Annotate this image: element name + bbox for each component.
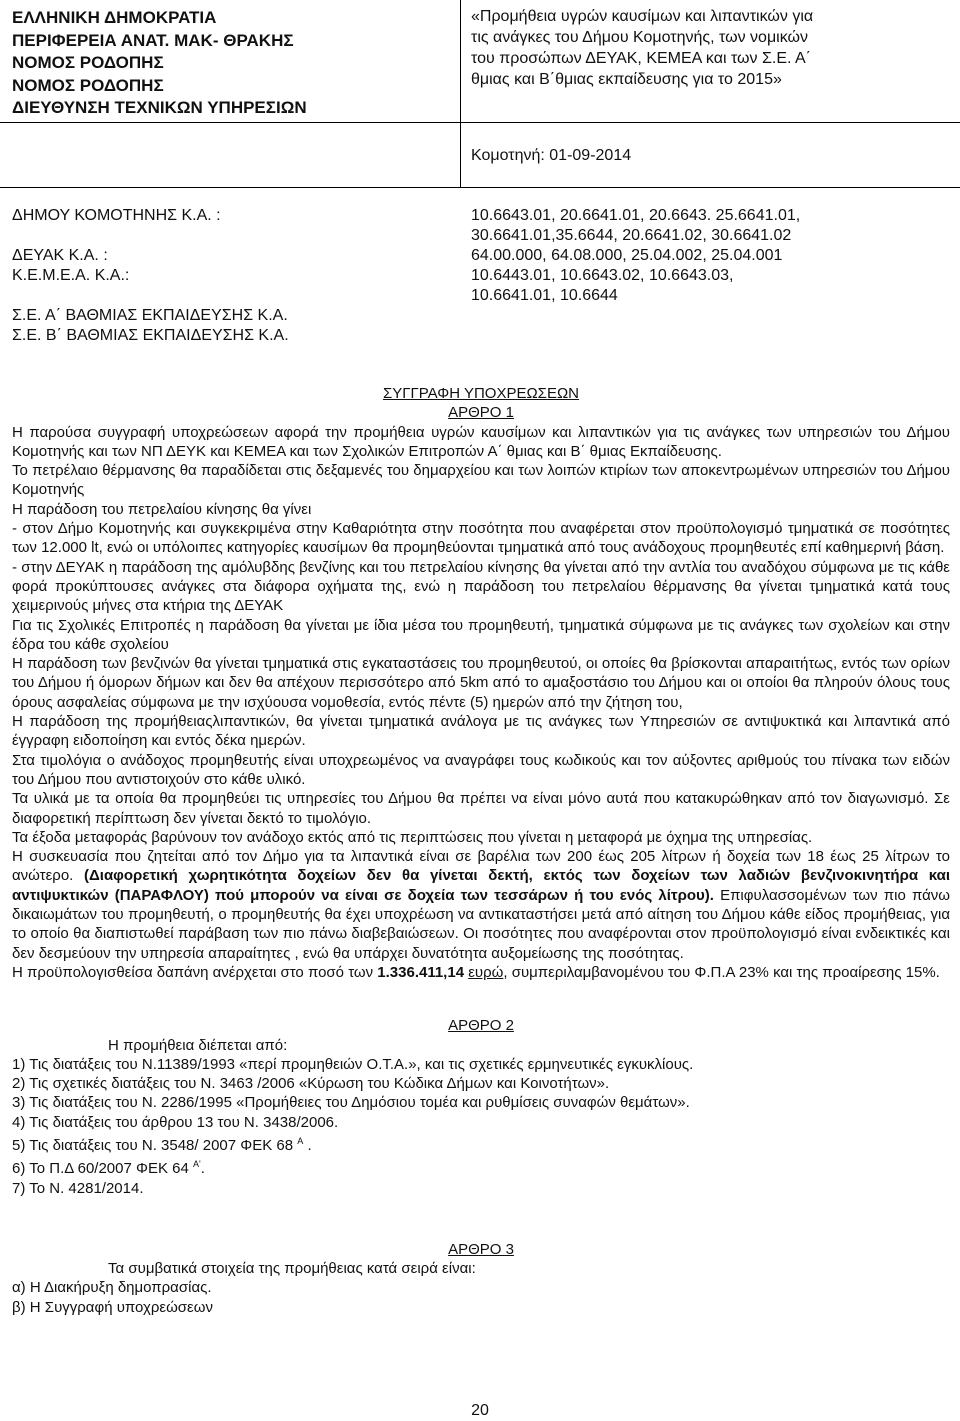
list-item-tail: . — [303, 1136, 312, 1154]
title-line: «Προμήθεια υγρών καυσίμων και λιπαντικών για — [471, 8, 814, 25]
document-heading: ΣΥΓΓΡΑΦΗ ΥΠΟΧΡΕΩΣΕΩΝ — [382, 385, 580, 402]
budget-text-rest: , συμπεριλαμβανομένου του Φ.Π.Α 23% και της προαίρεσης 15%. — [503, 963, 940, 981]
document-date: Κομοτηνή: 01-09-2014 — [471, 147, 632, 164]
article-1-paragraph: - στην ΔΕΥΑΚ η παράδοση της αμόλυβδης βενζίνης και του πετρελαίου κίνησης θα γίνεται από την αντλία του αναδόχου σύμφωνα με τις κάθε φορά προκύπτουσες ανάγκες στα διάφορα οχήματα της, ενώ η παράδοση του πετρελαίου θέρμανσης θα γίνεται τμηματικά κατά τους χειμερινούς μήνες στα κτήρια της ΔΕΥΑΚ — [12, 558, 950, 615]
budget-amount: 1.336.411,14 — [377, 963, 465, 981]
budget-currency: ευρώ — [468, 963, 504, 981]
header-divider-horizontal — [0, 122, 960, 123]
code-label: ΔΗΜΟΥ ΚΟΜΟΤΗΝΗΣ Κ.Α. : — [12, 207, 221, 224]
list-item — [12, 1155, 950, 1178]
list-item — [12, 1132, 950, 1155]
packaging-text: Η συσκευασία που ζητείται από τον Δήμο για τα λιπαντικά είναι σε βαρέλια των 200 έως 205 λίτρων ή δοχεία των 18 έως 25 λίτρων το ανώτερο. — [12, 848, 950, 885]
list-item: α) Η Διακήρυξη δημοπρασίας. — [12, 1279, 212, 1297]
list-item: 3) Τις διατάξεις του Ν. 2286/1995 «Προμήθειες του Δημόσιου τομέα και ρυθμίσεις συναφών θεμάτων». — [12, 1094, 690, 1112]
authority-line: ΝΟΜΟΣ ΡΟΔΟΠΗΣ — [12, 53, 164, 72]
superscript: Α — [297, 1135, 304, 1146]
authority-line: ΕΛΛΗΝΙΚΗ ΔΗΜΟΚΡΑΤΙΑ — [12, 8, 217, 27]
title-line: του προσώπων ΔΕΥΑΚ, ΚΕΜΕΑ και των Σ.Ε. Α΄ — [471, 50, 811, 67]
list-item-text: 6) Το Π.Δ 60/2007 ΦΕΚ 64 — [12, 1160, 189, 1178]
article-1-paragraph: Το πετρέλαιο θέρμανσης θα παραδίδεται στις δεξαμενές του δημαρχείου και των λοιπών κτιρίων των αποκεντρωμένων υπηρεσιών του Δήμου Κομοτηνής — [12, 462, 950, 499]
code-label: Σ.Ε. Α΄ ΒΑΘΜΙΑΣ ΕΚΠΑΙΔΕΥΣΗΣ Κ.Α. — [12, 307, 288, 324]
article-1-paragraph: - στον Δήμο Κομοτηνής και συγκεκριμένα στην Καθαριότητα στην ποσότητα που αναφέρεται στον προϋπολογισμό τμηματικά σε ποσότητες των 12.000 lt, ενώ οι υπόλοιπες κατηγορίες καυσίμων θα προμηθεύονται τμηματικά από τους ανάδοχους προμηθευτές επί καθημερινή βάση. — [12, 520, 950, 557]
list-item-text: 5) Τις διατάξεις του Ν. 3548/ 2007 ΦΕΚ 68 — [12, 1136, 294, 1154]
article-1-paragraph: Η παράδοση του πετρελαίου κίνησης θα γίνει — [12, 500, 312, 518]
code-row-kemea — [12, 266, 952, 306]
header-bottom-border — [0, 187, 960, 188]
article-1-title: ΑΡΘΡΟ 1 — [448, 404, 514, 422]
article-1-paragraph: Για τις Σχολικές Επιτροπές η παράδοση θα γίνεται με ίδια μέσα του προμηθευτή, τμηματικά σύμφωνα με τις ανάγκες των σχολείων και στην έδρα του κάθε σχολείου — [12, 616, 950, 653]
list-item-tail: . — [200, 1160, 205, 1178]
code-label: ΔΕΥΑΚ Κ.Α. : — [12, 247, 108, 264]
list-item: 2) Τις σχετικές διατάξεις του Ν. 3463 /2006 «Κύρωση του Κώδικα Δήμων και Κοινοτήτων». — [12, 1075, 610, 1093]
authority-line: ΝΟΜΟΣ ΡΟΔΟΠΗΣ — [12, 75, 164, 95]
code-value: 10.6643.01, 20.6641.01, 20.6643. 25.6641.01, — [471, 207, 801, 224]
authority-line: ΔΙΕΥΘΥΝΣΗ ΤΕΧΝΙΚΩΝ ΥΠΗΡΕΣΙΩΝ — [12, 98, 307, 117]
code-label: Σ.Ε. Β΄ ΒΑΘΜΙΑΣ ΕΚΠΑΙΔΕΥΣΗΣ Κ.Α. — [12, 327, 289, 344]
issuing-authority — [12, 7, 452, 120]
document-body — [12, 384, 950, 1317]
article-2-title: ΑΡΘΡΟ 2 — [448, 1017, 514, 1035]
title-line: τις ανάγκες του Δήμου Κομοτηνής, των νομικών — [471, 29, 809, 46]
title-line: θμιας και Β΄θμιας εκπαίδευσης για το 2015» — [471, 71, 782, 88]
article-3-intro: Τα συμβατικά στοιχεία της προμήθειας κατά σειρά είναι: — [108, 1260, 476, 1278]
article-3-title: ΑΡΘΡΟ 3 — [448, 1240, 514, 1258]
procurement-title — [471, 6, 951, 90]
code-value: 10.6641.01, 10.6644 — [471, 287, 618, 304]
article-2-intro: Η προμήθεια διέπεται από: — [108, 1036, 288, 1054]
budget-paragraph — [12, 963, 950, 982]
article-1-paragraph: Τα υλικά με τα οποία θα προμηθεύει τις υπηρεσίες του Δήμου θα πρέπει να είναι μόνο αυτά που κατακυρώθηκαν από τον διαγωνισμό. Σε διαφορετική περίπτωση δεν γίνεται δεκτό το τιμολόγιο. — [12, 790, 950, 827]
header-divider-vertical — [460, 0, 461, 188]
packaging-paragraph — [12, 847, 950, 963]
code-label: Κ.Ε.Μ.Ε.Α. Κ.Α.: — [12, 267, 130, 284]
code-row-dimos — [12, 206, 952, 246]
budget-codes — [12, 206, 952, 346]
article-1-paragraph: Τα έξοδα μεταφοράς βαρύνουν τον ανάδοχο εκτός από τις περιπτώσεις που γίνεται η μεταφορά με όχημα της υπηρεσίας. — [12, 828, 813, 846]
packaging-text-rest: Επιφυλασσομένων των πιο πάνω δικαιωμάτων του προμηθευτή, ο προμηθευτής θα έχει υποχρέωση να αντικαταστήσει μετά από αίτηση του Δήμου κάθε είδος προμήθειας, για το οποίο θα διαπιστωθεί παράβαση των πιο πάνω διαβεβαιώσεων. Οι ποσότητες που αναφέρονται στον προϋπολογισμό είναι ενδεικτικές και δεν δεσμεύουν την υπηρεσία απαραίτητες , ενώ θα υπάρχει δυνατότητα αυξομείωσης της ποσότητας. — [12, 886, 950, 962]
provisions-list — [12, 1055, 950, 1198]
article-1-paragraph: Στα τιμολόγια ο ανάδοχος προμηθευτής είναι υποχρεωμένος να αναγράφει τους κωδικούς και τον αύξοντες αριθμούς του πίνακα των ειδών του Δήμου που αντιστοιχούν στο κάθε υλικό. — [12, 751, 950, 788]
budget-text: Η προϋπολογισθείσα δαπάνη ανέρχεται στο ποσό των — [12, 963, 378, 981]
code-value: 10.6443.01, 10.6643.02, 10.6643.03, — [471, 267, 734, 284]
article-1-paragraph: Η παράδοση των βενζινών θα γίνεται τμηματικά στις εγκαταστάσεις του προμηθευτού, οι οποίες θα βρίσκονται απαραιτήτως, εντός των ορίων του Δήμου ή όμορων δήμων και δεν θα απέχουν περισσότερο από 5km από το αμαξοστάσιο του Δήμου και οι οποίοι θα πληρούν όλους τους όρους ασφαλείας σύμφωνα με την ισχύουσα νομοθεσία, εντός πέντε (5) ημερών από την ζήτηση του, — [12, 655, 950, 711]
code-row-deyak — [12, 246, 952, 266]
code-value: 30.6641.01,35.6644, 20.6641.02, 30.6641.02 — [471, 227, 792, 244]
code-row-primary-schools — [12, 306, 952, 326]
list-item: β) Η Συγγραφή υποχρεώσεων — [12, 1298, 213, 1316]
authority-line: ΠΕΡΙΦΕΡΕΙΑ ΑΝΑΤ. ΜΑΚ- ΘΡΑΚΗΣ — [12, 30, 294, 50]
page-number: 20 — [471, 1402, 489, 1419]
header-table — [0, 0, 960, 188]
code-row-secondary-schools — [12, 326, 952, 346]
list-item: 4) Τις διατάξεις του άρθρου 13 του Ν. 3438/2006. — [12, 1113, 339, 1131]
superscript: Α' — [193, 1159, 201, 1170]
code-value: 64.00.000, 64.08.000, 25.04.002, 25.04.001 — [471, 247, 783, 264]
packaging-bold-text: (Διαφορετική χωρητικότητα δοχείων δεν θα γίνεται δεκτή, εκτός των δοχείων των λαδιών βενζινοκινητήρα και αντιψυκτικών (ΠΑΡΑΦΛΟΥ) πού μπορούν να είναι σε δοχεία των τεσσάρων ή του ενός λίτρου). — [12, 867, 950, 904]
article-1-paragraph: Η παρούσα συγγραφή υποχρεώσεων αφορά την προμήθεια υγρών καυσίμων και λιπαντικών για τις ανάγκες των υπηρεσιών του Δήμου Κομοτηνής και των ΝΠ ΔΕΥΚ και ΚΕΜΕΑ και των Σχολικών Επιτροπών Α΄ θμιας και Β΄ θμιας Εκπαίδευσης. — [12, 423, 950, 460]
list-item: 1) Τις διατάξεις του Ν.11389/1993 «περί προμηθειών Ο.Τ.Α.», και τις σχετικές ερμηνευτικές εγκυκλίους. — [12, 1055, 694, 1073]
list-item: 7) Το Ν. 4281/2014. — [12, 1179, 144, 1197]
article-1-paragraph: Η παράδοση της προμήθειαςλιπαντικών, θα γίνεται τμηματικά ανάλογα με τις ανάγκες των Υπηρεσιών σε αντιψυκτικά και λιπαντικά από έγγραφη ειδοποίηση και εντός δέκα ημερών. — [12, 713, 950, 750]
